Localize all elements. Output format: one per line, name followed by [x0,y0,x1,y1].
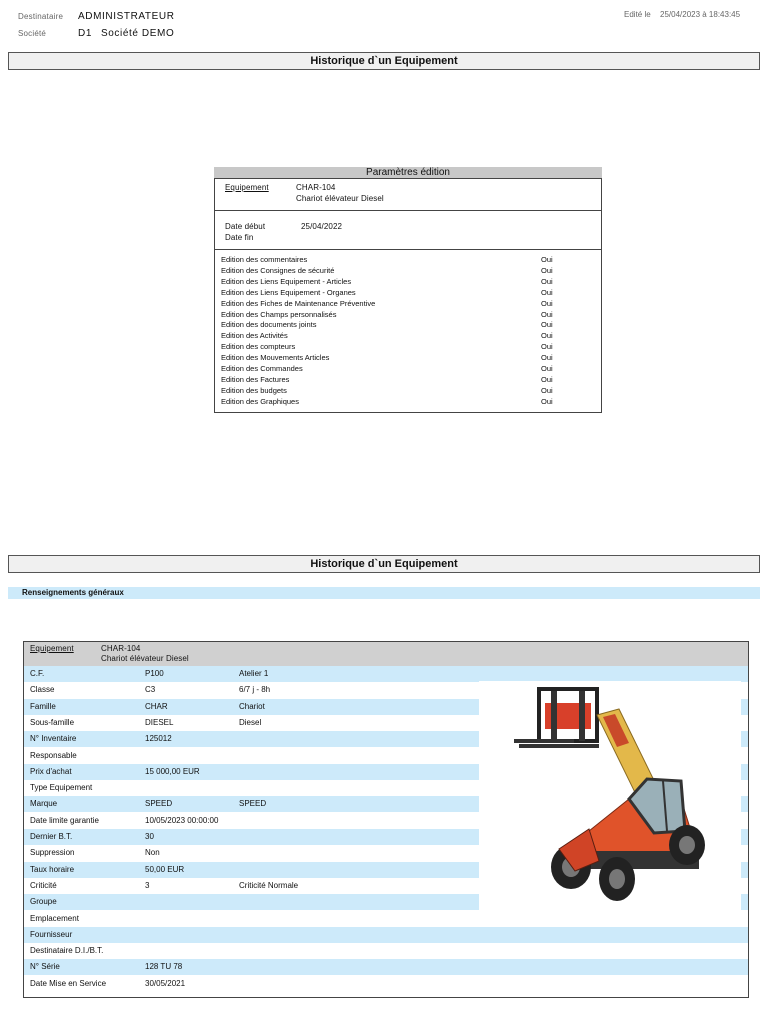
equipment-photo [479,681,741,915]
page-title: Historique d`un Equipement [8,52,760,70]
param-option-value: Oui [541,374,553,384]
field-label: Groupe [30,897,57,907]
field-value: 6/7 j - 8h [239,685,271,695]
field-label: C.F. [30,669,45,678]
param-option-value: Oui [541,276,553,286]
param-option-label: Edition des compteurs [221,342,296,352]
date-fin-label: Date fin [225,233,254,242]
field-label: Responsable [30,750,77,760]
divider [215,210,601,211]
field-value: SPEED [145,799,173,809]
field-value: Atelier 1 [239,669,269,678]
param-option-row [221,287,595,298]
field-value: 15 000,00 EUR [145,766,200,776]
equipement-label: Equipement [30,644,74,653]
equipment-field-row [24,959,748,975]
param-equipement-code: CHAR-104 [296,183,336,192]
param-option-row [221,396,595,407]
field-label: Prix d'achat [30,766,72,776]
societe-label: Société [18,29,47,38]
param-option-row [221,341,595,352]
param-option-value: Oui [541,342,553,352]
param-option-row [221,265,595,276]
date-debut-label: Date début [225,222,266,231]
field-label: Suppression [30,848,75,858]
param-option-row [221,363,595,374]
param-option-row [221,330,595,341]
param-option-value: Oui [541,309,553,319]
param-option-label: Edition des Fiches de Maintenance Préventive [221,298,376,308]
field-value: Diesel [239,717,262,727]
params-box [214,178,602,413]
equipment-header [24,642,748,669]
field-label: Destinataire D.I./B.T. [30,946,104,956]
param-option-label: Edition des documents joints [221,320,317,330]
param-option-label: Edition des Consignes de sécurité [221,265,335,275]
societe-name: Société DEMO [101,28,175,39]
field-label: Classe [30,685,55,695]
section-title: Historique d`un Equipement [8,555,760,573]
field-value: DIESEL [145,717,174,727]
date-debut-value: 25/04/2022 [301,222,343,231]
param-option-row [221,298,595,309]
param-option-label: Edition des Liens Equipement - Articles [221,276,352,286]
edite-value: 25/04/2023 à 18:43:45 [660,10,741,19]
param-option-label: Edition des Commandes [221,364,303,373]
field-value: SPEED [239,799,267,809]
equipment-field-row [24,666,748,682]
field-value: 50,00 EUR [145,864,185,874]
param-option-label: Edition des budgets [221,385,287,395]
field-label: Date limite garantie [30,815,99,825]
field-value: 10/05/2023 00:00:00 [145,815,219,825]
field-value: P100 [145,669,164,678]
param-option-label: Edition des Graphiques [221,396,299,406]
param-option-row [221,309,595,320]
param-option-label: Edition des Factures [221,374,290,384]
param-option-label: Edition des Mouvements Articles [221,353,330,363]
param-option-row [221,319,595,330]
field-label: N° Série [30,962,60,972]
field-value: 3 [145,880,150,890]
param-option-value: Oui [541,396,553,406]
param-equipement-label: Equipement [225,183,269,192]
field-label: Taux horaire [30,864,75,874]
param-option-label: Edition des Champs personnalisés [221,309,337,319]
field-value: Criticité Normale [239,880,299,890]
param-option-row [221,352,595,363]
param-option-value: Oui [541,255,553,264]
field-label: N° Inventaire [30,734,77,744]
field-value: CHAR [145,701,168,711]
param-option-row [221,276,595,287]
params-title: Paramètres édition [214,167,602,178]
param-option-label: Edition des Liens Equipement - Organes [221,287,356,297]
equipment-field-row [24,943,748,959]
field-value: Chariot [239,701,265,711]
equipment-card [23,641,749,998]
param-option-label: Edition des Activités [221,331,288,341]
param-option-value: Oui [541,265,553,275]
field-value: 125012 [145,734,172,744]
param-option-row [221,385,595,396]
param-option-value: Oui [541,287,553,297]
divider [215,249,601,250]
param-option-row [221,254,595,265]
edite-label: Edité le [624,10,651,19]
equipment-field-row [24,927,748,943]
equipement-code: CHAR-104 [101,644,141,653]
field-label: Marque [30,799,58,809]
param-option-value: Oui [541,364,553,373]
section-band: Renseignements généraux [8,587,760,599]
field-label: Famille [30,701,56,711]
field-label: Dernier B.T. [30,832,73,841]
param-option-row [221,374,595,385]
param-option-label: Edition des commentaires [221,255,308,264]
field-label: Emplacement [30,913,79,923]
field-label: Criticité [30,880,57,890]
field-value: C3 [145,685,156,695]
societe-code: D1 [78,28,92,39]
field-label: Fournisseur [30,929,73,939]
field-label: Type Equipement [30,783,93,793]
param-equipement-name: Chariot élévateur Diesel [296,194,384,203]
field-label: Sous-famille [30,717,75,727]
field-value: 128 TU 78 [145,962,183,972]
param-option-value: Oui [541,353,553,363]
telehandler-image [479,681,741,915]
param-option-value: Oui [541,320,553,330]
equipment-field-row [24,976,748,992]
destinataire-value: ADMINISTRATEUR [78,11,175,22]
destinataire-label: Destinataire [18,12,64,21]
param-option-value: Oui [541,298,553,308]
field-value: 30/05/2021 [145,978,186,988]
field-value: Non [145,848,160,858]
field-value: 30 [145,832,154,841]
field-label: Date Mise en Service [30,978,107,988]
equipement-name: Chariot élévateur Diesel [101,654,189,663]
param-option-value: Oui [541,385,553,395]
param-option-value: Oui [541,331,553,341]
